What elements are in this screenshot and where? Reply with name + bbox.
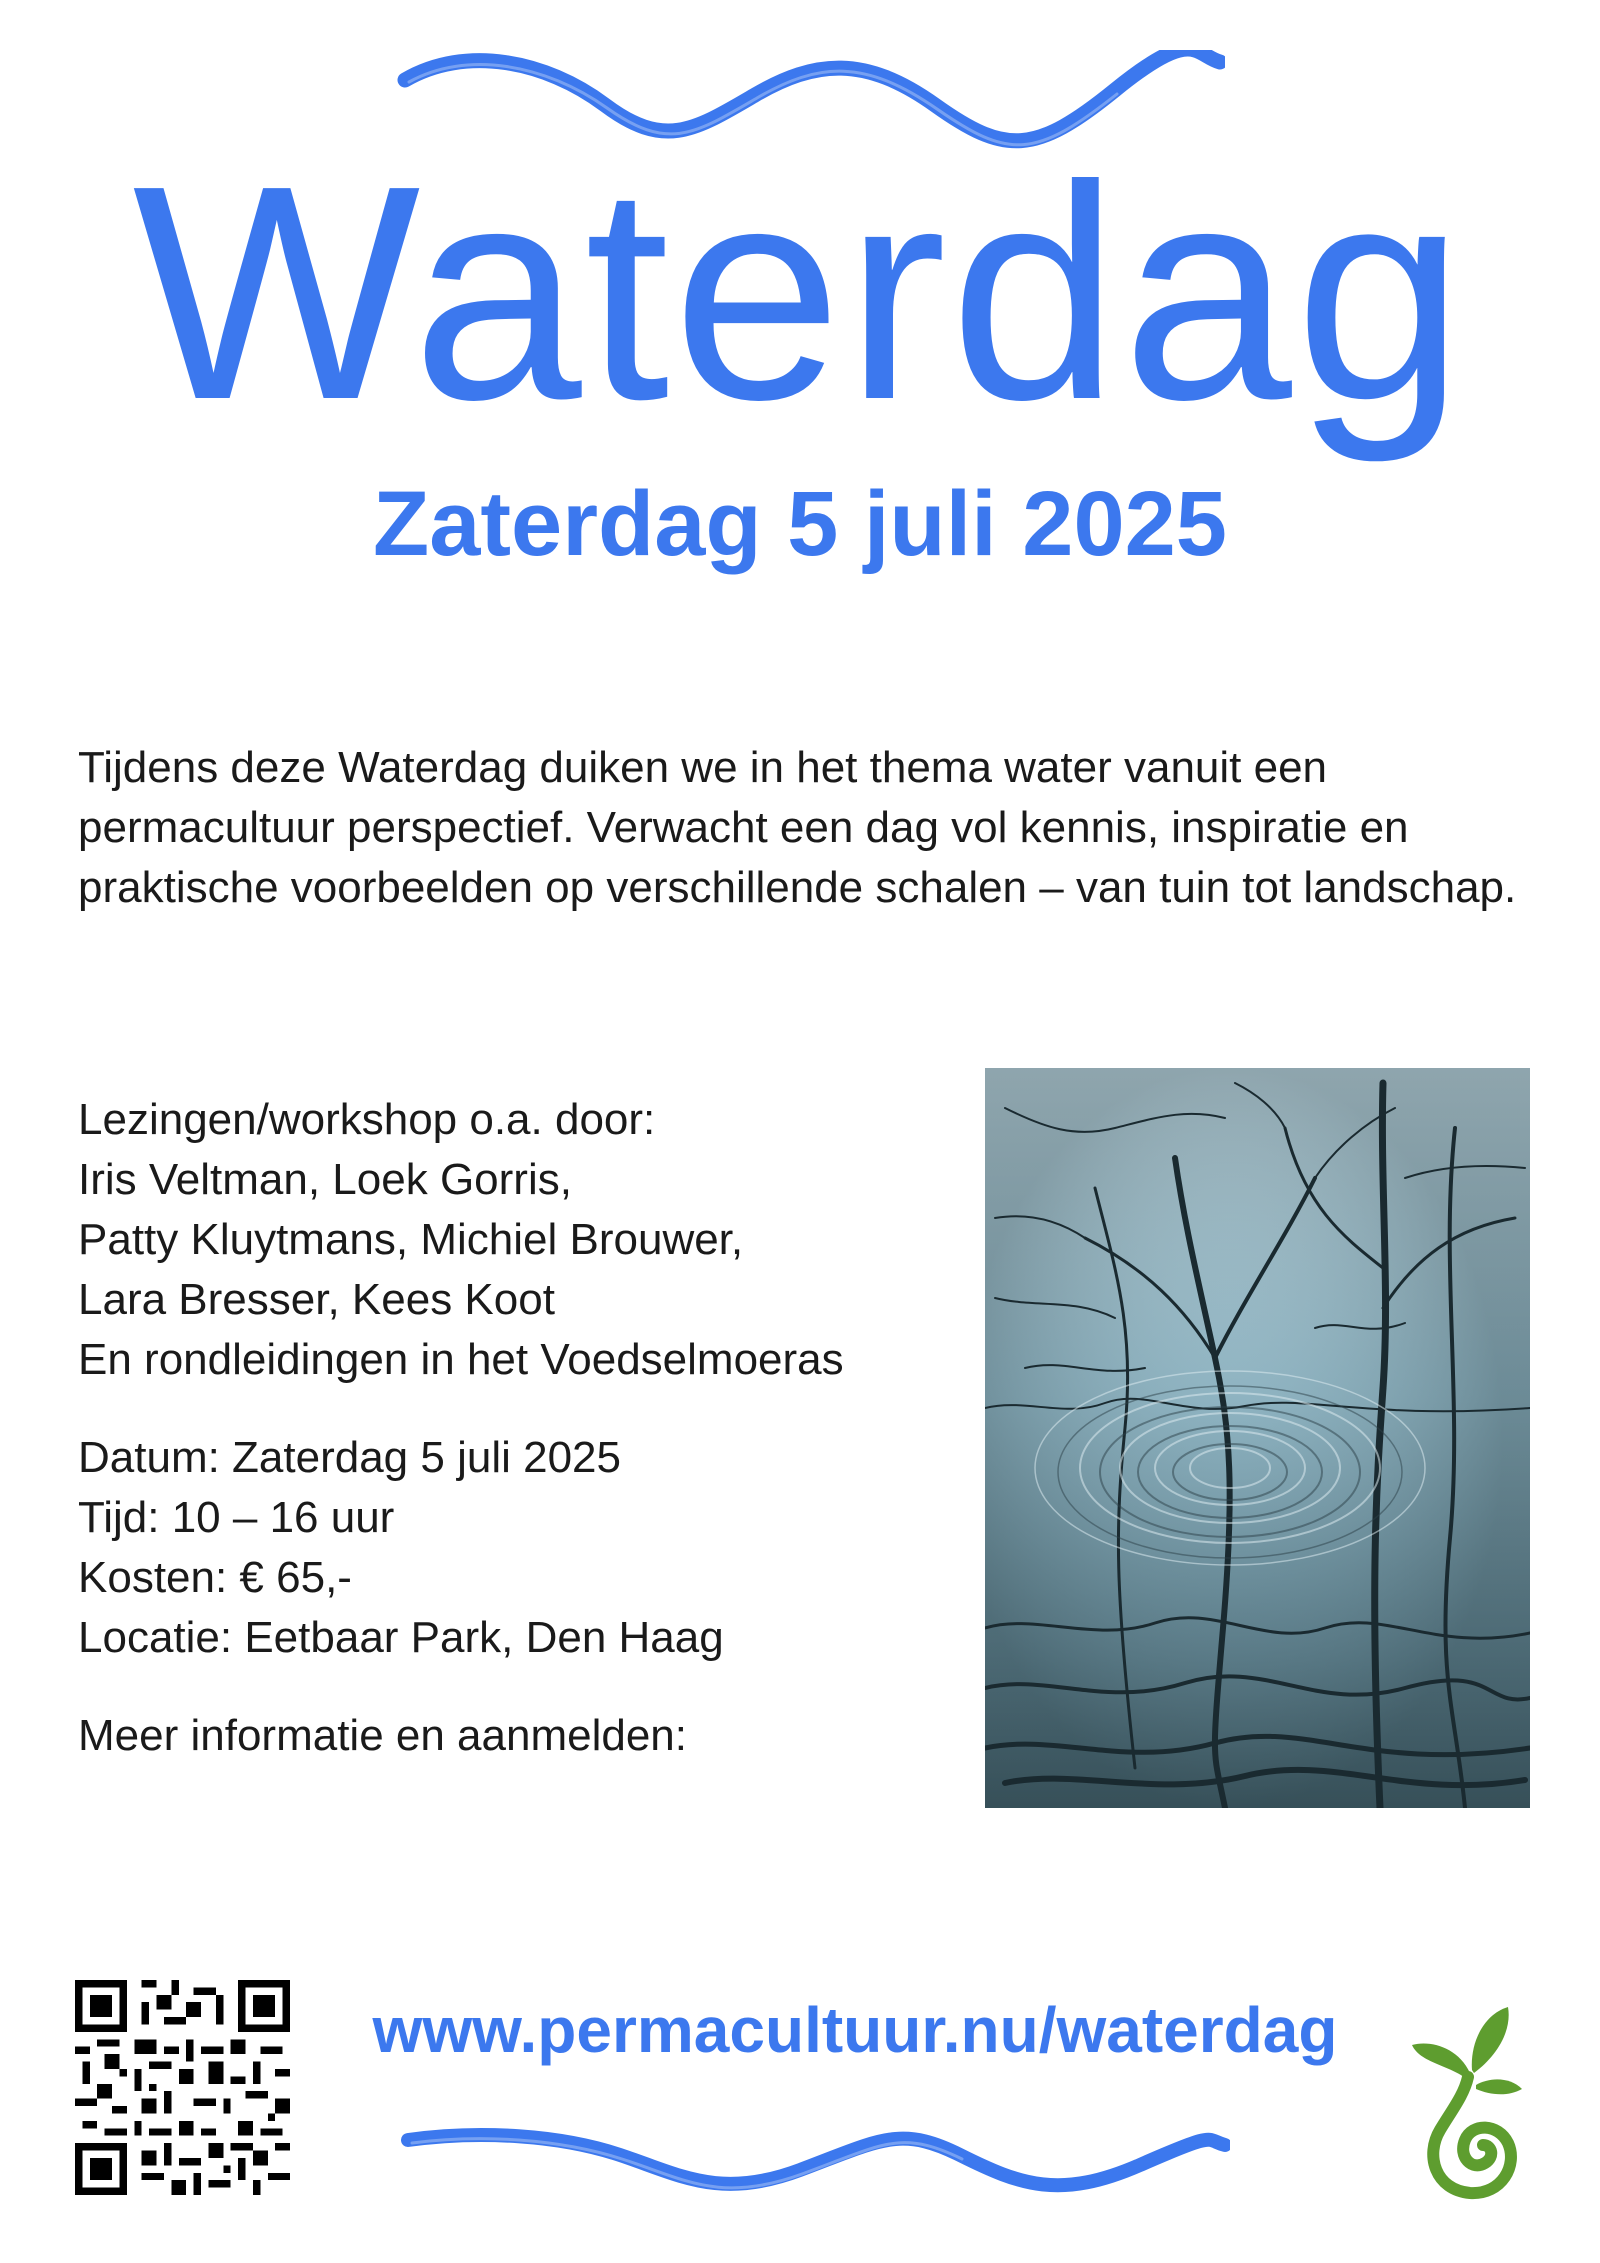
sprout-spiral-logo-icon [1410,1985,1525,2200]
detail-date: Datum: Zaterdag 5 juli 2025 [78,1433,621,1482]
poster-subtitle-date: Zaterdag 5 juli 2025 [373,473,1227,575]
intro-paragraph: Tijdens deze Waterdag duiken we in het thema water vanuit een permacultuur perspectief. Verwacht een dag vol kennis, inspiratie en praktische voorbeelden op verschillende schalen – van tuin tot landschap. [78,743,1517,912]
detail-cost: Kosten: € 65,- [78,1553,352,1602]
info-block [78,1090,978,1766]
detail-time: Tijd: 10 – 16 uur [78,1493,395,1542]
speakers-line: Iris Veltman, Loek Gorris, [78,1155,572,1204]
website-url-link[interactable]: www.permacultuur.nu/waterdag [372,1994,1338,2066]
wave-bottom-icon [400,2110,1230,2205]
speakers-heading: Lezingen/workshop o.a. door: [78,1095,656,1144]
speakers-line: En rondleidingen in het Voedselmoeras [78,1335,844,1384]
more-info-label: Meer informatie en aanmelden: [78,1711,687,1760]
qr-code-icon[interactable] [75,1980,290,2195]
speakers-line: Lara Bresser, Kees Koot [78,1275,555,1324]
speakers-line: Patty Kluytmans, Michiel Brouwer, [78,1215,744,1264]
detail-location: Locatie: Eetbaar Park, Den Haag [78,1613,724,1662]
water-reflection-photo [985,1068,1530,1808]
poster-title: Waterdag [132,122,1468,463]
